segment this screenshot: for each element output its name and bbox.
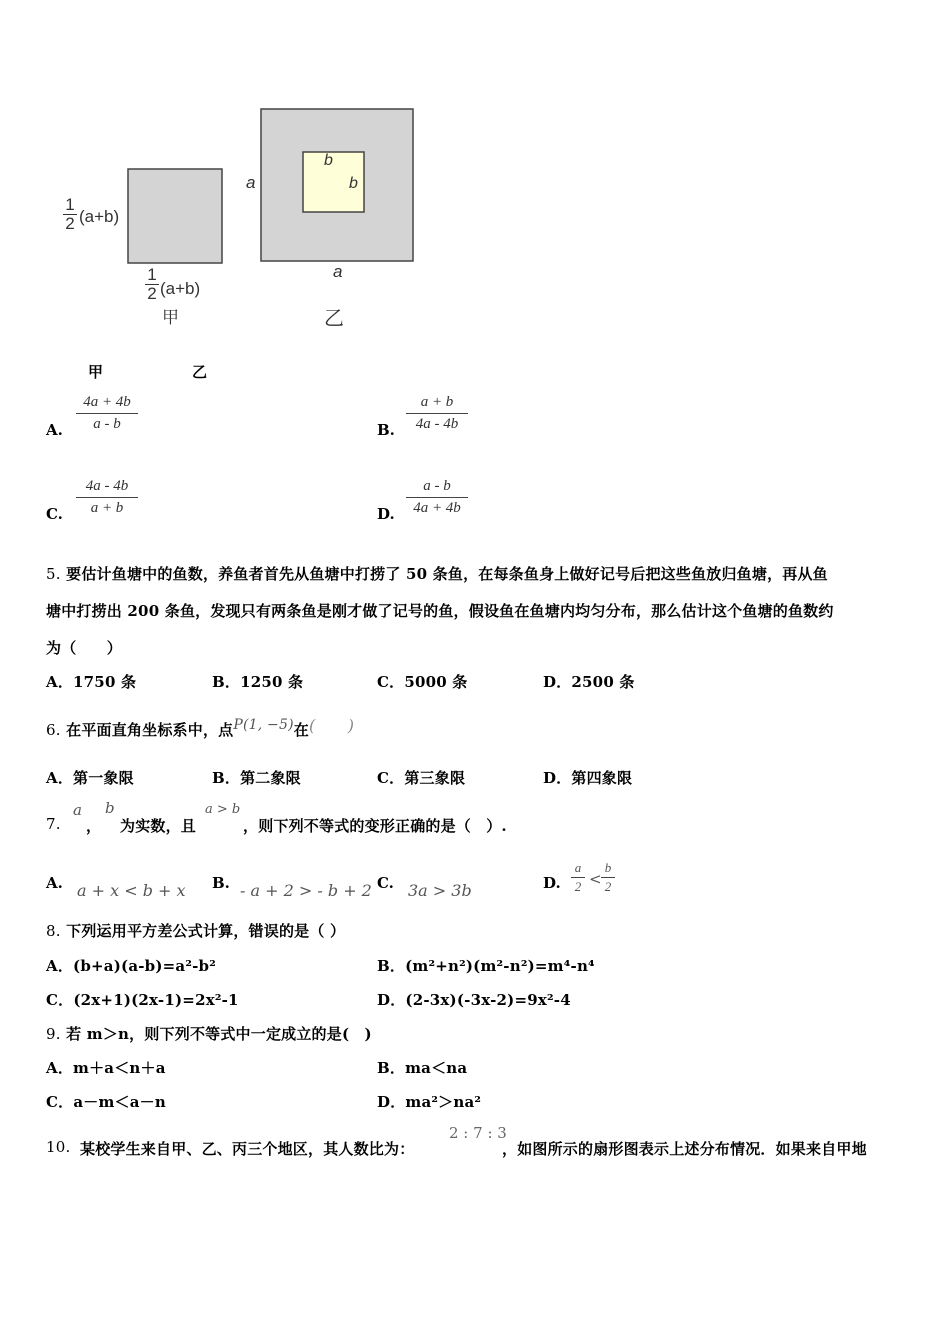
q7-option-a-expr: a + x < b + x xyxy=(77,881,186,900)
q7-option-a-letter: A. xyxy=(46,874,63,892)
q7-var-b: b xyxy=(105,799,115,817)
q5-line3: 为（ ） xyxy=(46,639,123,657)
q7-text2: ，则下列不等式的变形正确的是（ ）. xyxy=(243,817,507,835)
yi-inner-label-b-right: b xyxy=(349,175,358,192)
yi-bottom-label-a: a xyxy=(333,262,343,281)
q5-option-a: A．1750 条 xyxy=(46,673,137,691)
q4-option-d-fraction: a - b 4a + 4b xyxy=(406,478,468,517)
q4-option-b-fraction: a + b 4a - 4b xyxy=(406,394,468,433)
q5-option-d: D．2500 条 xyxy=(543,673,635,691)
q6-option-b: B．第二象限 xyxy=(212,769,301,787)
q5-line1: 5. 要估计鱼塘中的鱼数，养鱼者首先从鱼塘中打捞了 50 条鱼，在每条鱼身上做好记号后把这些鱼放归鱼塘，再从鱼 xyxy=(46,565,828,583)
q7-text1: 为实数，且 xyxy=(120,817,197,835)
q9-option-a: A．m＋a＜n＋a xyxy=(46,1059,166,1077)
q8-option-b: B．(m²+n²)(m²-n²)=m⁴-n⁴ xyxy=(377,957,595,975)
q10-number: 10. xyxy=(46,1138,71,1156)
figure-caption-jia: 甲 xyxy=(162,308,179,327)
q4-option-c-letter: C. xyxy=(46,505,63,523)
q4-option-a-letter: A. xyxy=(46,421,63,439)
q6-option-a: A．第一象限 xyxy=(46,769,134,787)
q10-text2: ，如图所示的扇形图表示上述分布情况．如果来自甲地 xyxy=(502,1140,867,1158)
q7-option-d-op: < xyxy=(589,870,602,888)
square-jia xyxy=(128,169,222,263)
q6-stem: 6. 在平面直角坐标系中，点P(1, −5)在( ) xyxy=(46,716,355,739)
q9-option-c: C．a－m＜a－n xyxy=(46,1093,166,1111)
q6-option-c: C．第三象限 xyxy=(377,769,466,787)
jia-side-expr: (a+b) xyxy=(79,207,120,226)
q10-text1: 某校学生来自甲、乙、丙三个地区，其人数比为： xyxy=(80,1140,415,1158)
q7-option-b-expr: - a + 2 > - b + 2 xyxy=(240,881,372,900)
q4-option-a-fraction: 4a + 4b a - b xyxy=(76,394,138,433)
q9-option-d: D．ma²＞na² xyxy=(377,1093,482,1111)
q9-option-b: B．ma＜na xyxy=(377,1059,468,1077)
jia-bottom-fraction: 1 2 xyxy=(145,266,159,303)
jia-side-fraction: 1 2 xyxy=(63,196,77,233)
q7-var-a: a xyxy=(73,801,82,819)
q7-option-d-frac1: a 2 xyxy=(571,860,585,895)
q8-option-a: A．(b+a)(a-b)=a²-b² xyxy=(46,957,216,975)
yi-side-label-a: a xyxy=(246,173,256,192)
q10-ratio: 2 : 7 : 3 xyxy=(449,1124,507,1142)
q6-point: P(1, −5) xyxy=(233,717,294,733)
q5-line2: 塘中打捞出 200 条鱼，发现只有两条鱼是刚才做了记号的鱼，假设鱼在鱼塘内均匀分布，那么估计这个鱼塘的鱼数约 xyxy=(46,602,834,620)
q7-option-b-letter: B. xyxy=(212,874,230,892)
q6-option-d: D．第四象限 xyxy=(543,769,633,787)
q7-option-d-letter: D. xyxy=(543,874,561,892)
q7-option-d-frac2: b 2 xyxy=(601,860,615,895)
q7-comma: ， xyxy=(86,817,102,835)
figure-caption-yi: 乙 xyxy=(324,308,344,330)
yi-inner-label-b-top: b xyxy=(324,152,333,169)
q7-option-c-letter: C. xyxy=(377,874,394,892)
q5-option-c: C．5000 条 xyxy=(377,673,468,691)
q8-option-c: C．(2x+1)(2x-1)=2x²-1 xyxy=(46,991,239,1009)
q8-option-d: D．(2-3x)(-3x-2)=9x²-4 xyxy=(377,991,571,1009)
q4-option-d-letter: D. xyxy=(377,505,395,523)
q9-stem: 9. 若 m＞n，则下列不等式中一定成立的是( ) xyxy=(46,1025,372,1043)
q7-number: 7. xyxy=(46,815,61,833)
q4-option-c-fraction: 4a - 4b a + b xyxy=(76,478,138,517)
jia-bottom-expr: (a+b) xyxy=(160,279,201,298)
q7-option-c-expr: 3a > 3b xyxy=(408,881,472,900)
q5-option-b: B．1250 条 xyxy=(212,673,304,691)
caption-yi: 乙 xyxy=(192,363,208,381)
q8-stem: 8. 下列运用平方差公式计算，错误的是（ ） xyxy=(46,922,346,940)
q7-condition: a > b xyxy=(205,802,241,817)
caption-jia: 甲 xyxy=(88,363,104,381)
q4-option-b-letter: B. xyxy=(377,421,395,439)
